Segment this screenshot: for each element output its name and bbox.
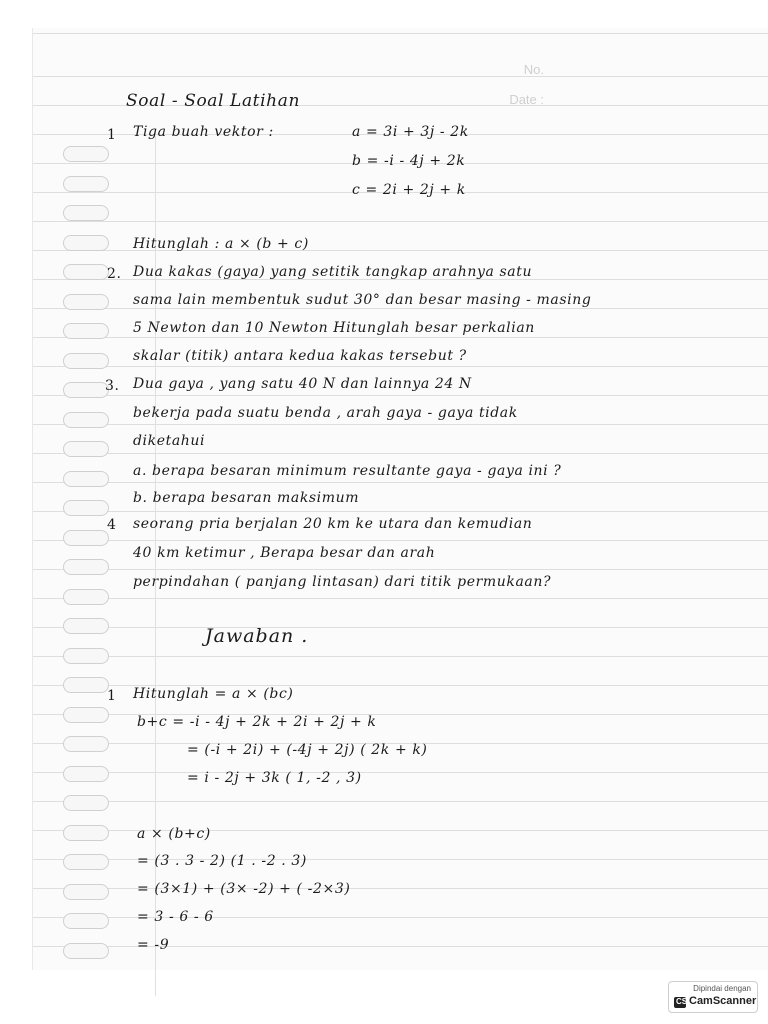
answer1-line-1: Hitunglah = a × (bc) xyxy=(133,686,294,702)
answer1-line-7: = (3×1) + (3× -2) + ( -2×3) xyxy=(137,881,351,897)
q4-number: 4 xyxy=(107,517,117,533)
q2-line-1: Dua kakas (gaya) yang setitik tangkap arahnya satu xyxy=(133,264,533,280)
q1-intro: Tiga buah vektor : xyxy=(133,124,274,140)
answers-title: Jawaban . xyxy=(205,625,309,647)
q3-part-a: a. berapa besaran minimum resultante gaya - gaya ini ? xyxy=(133,463,562,479)
answer1-line-5: a × (b+c) xyxy=(137,826,211,842)
date-label: Date : xyxy=(509,92,544,107)
q3-part-b: b. berapa besaran maksimum xyxy=(133,490,360,506)
binder-hole xyxy=(63,146,109,162)
binder-hole xyxy=(63,707,109,723)
q3-number: 3. xyxy=(105,378,120,394)
q4-line-2: 40 km ketimur , Berapa besar dan arah xyxy=(133,545,436,561)
binder-hole xyxy=(63,412,109,428)
watermark-caption: Dipindai dengan xyxy=(693,984,751,993)
logo-text: CS xyxy=(676,997,688,1006)
binder-hole xyxy=(63,353,109,369)
binder-hole xyxy=(63,471,109,487)
q1-vector-c: c = 2i + 2j + k xyxy=(352,182,466,198)
q1-vector-a: a = 3i + 3j - 2k xyxy=(352,124,469,140)
binder-hole xyxy=(63,854,109,870)
answer1-line-9: = -9 xyxy=(137,937,170,953)
answer1-number: 1 xyxy=(107,688,117,704)
binder-hole xyxy=(63,677,109,693)
binder-hole xyxy=(63,884,109,900)
q1-number: 1 xyxy=(107,127,117,143)
binder-hole xyxy=(63,648,109,664)
answer1-line-3: = (-i + 2i) + (-4j + 2j) ( 2k + k) xyxy=(187,742,428,758)
binder-hole xyxy=(63,323,109,339)
answer1-line-6: = (3 . 3 - 2) (1 . -2 . 3) xyxy=(137,853,307,869)
binder-hole xyxy=(63,559,109,575)
binder-hole xyxy=(63,913,109,929)
q1-vector-b: b = -i - 4j + 2k xyxy=(352,153,466,169)
q3-line-2: bekerja pada suatu benda , arah gaya - gaya tidak xyxy=(133,405,518,421)
page-title: Soal - Soal Latihan xyxy=(126,91,300,111)
q3-line-3: diketahui xyxy=(133,433,206,449)
binder-hole xyxy=(63,943,109,959)
binder-hole xyxy=(63,382,109,398)
answer1-line-8: = 3 - 6 - 6 xyxy=(137,909,214,925)
binder-hole xyxy=(63,825,109,841)
q2-number: 2. xyxy=(107,266,122,282)
binder-hole xyxy=(63,205,109,221)
no-label: No. xyxy=(523,62,544,77)
binder-hole xyxy=(63,264,109,280)
binder-hole xyxy=(63,589,109,605)
binder-hole xyxy=(63,441,109,457)
binder-hole xyxy=(63,530,109,546)
binder-hole xyxy=(63,736,109,752)
binder-hole xyxy=(63,176,109,192)
q2-line-4: skalar (titik) antara kedua kakas tersebut ? xyxy=(133,348,467,364)
binder-hole xyxy=(63,294,109,310)
binder-holes xyxy=(63,146,113,966)
binder-hole xyxy=(63,766,109,782)
binder-hole xyxy=(63,235,109,251)
q2-line-3: 5 Newton dan 10 Newton Hitunglah besar perkalian xyxy=(133,320,535,336)
q3-line-1: Dua gaya , yang satu 40 N dan lainnya 24 N xyxy=(133,376,472,392)
binder-hole xyxy=(63,500,109,516)
camscanner-logo-icon xyxy=(674,997,686,1008)
binder-hole xyxy=(63,618,109,634)
answer1-line-4: = i - 2j + 3k ( 1, -2 , 3) xyxy=(187,770,362,786)
answer1-line-2: b+c = -i - 4j + 2k + 2i + 2j + k xyxy=(137,714,377,730)
watermark-app-name: CamScanner xyxy=(689,995,757,1007)
binder-hole xyxy=(63,795,109,811)
q1-task: Hitunglah : a × (b + c) xyxy=(133,236,309,252)
q2-line-2: sama lain membentuk sudut 30° dan besar masing - masing xyxy=(133,292,592,308)
q4-line-3: perpindahan ( panjang lintasan) dari titik permukaan? xyxy=(133,574,552,590)
q4-line-1: seorang pria berjalan 20 km ke utara dan kemudian xyxy=(133,516,533,532)
camscanner-watermark xyxy=(668,981,758,1013)
